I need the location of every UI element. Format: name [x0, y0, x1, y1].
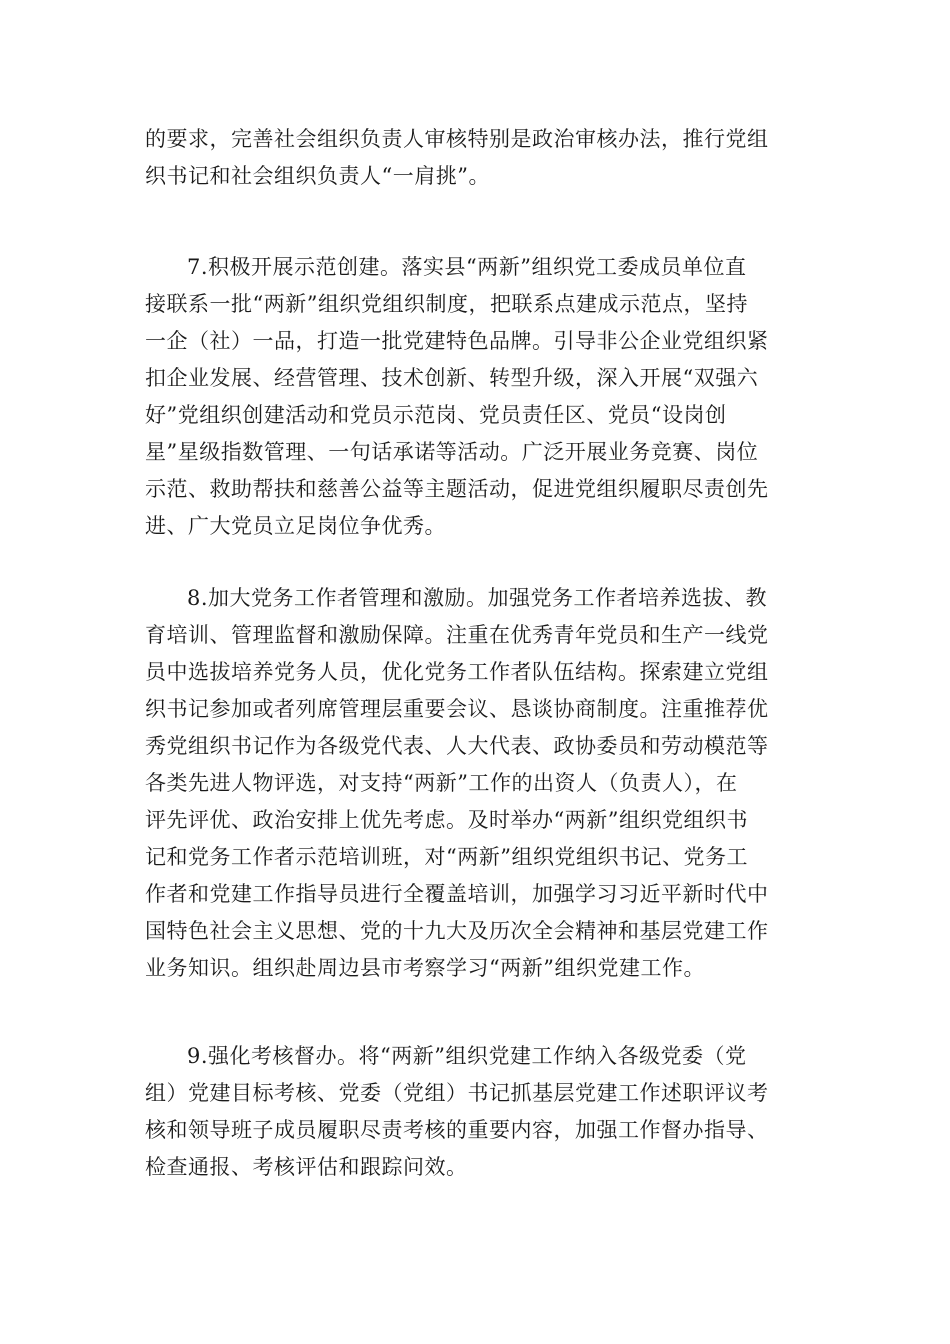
text-line: 织书记参加或者列席管理层重要会议、恳谈协商制度。注重推荐优	[145, 697, 769, 721]
text-line: 检查通报、考核评估和跟踪问效。	[145, 1155, 468, 1179]
text-line: 织书记和社会组织负责人“一肩挑”。	[145, 164, 490, 188]
text-line: 员中选拔培养党务人员，优化党务工作者队伍结构。探索建立党组	[145, 660, 769, 684]
text-line: 接联系一批“两新”组织党组织制度，把联系点建成示范点，坚持	[145, 292, 748, 316]
paragraph-item-7	[145, 249, 805, 545]
paragraph-item-8	[145, 580, 805, 987]
paragraph-item-9	[145, 1038, 805, 1186]
text-line: 进、广大党员立足岗位争优秀。	[145, 514, 446, 538]
text-line: 示范、救助帮扶和慈善公益等主题活动，促进党组织履职尽责创先	[145, 477, 769, 501]
text-line: 组）党建目标考核、党委（党组）书记抓基层党建工作述职评议考	[145, 1081, 769, 1105]
text-line: 育培训、管理监督和激励保障。注重在优秀青年党员和生产一线党	[145, 623, 769, 647]
text-line: 各类先进人物评选，对支持“两新”工作的出资人（负责人），在	[145, 771, 738, 795]
text-line: 好”党组织创建活动和党员示范岗、党员责任区、党员“设岗创	[145, 403, 727, 427]
text-line: 记和党务工作者示范培训班，对“两新”组织党组织书记、党务工	[145, 845, 748, 869]
text-line: 评先评优、政治安排上优先考虑。及时举办“两新”组织党组织书	[145, 808, 748, 832]
text-line: 核和领导班子成员履职尽责考核的重要内容，加强工作督办指导、	[145, 1118, 769, 1142]
text-line: 扣企业发展、经营管理、技术创新、转型升级，深入开展“双强六	[145, 366, 759, 390]
text-line: 作者和党建工作指导员进行全覆盖培训，加强学习习近平新时代中	[145, 882, 769, 906]
text-line: 7.积极开展示范创建。落实县“两新”组织党工委成员单位直	[187, 255, 747, 279]
text-line: 8.加大党务工作者管理和激励。加强党务工作者培养选拔、教	[187, 586, 768, 610]
text-line: 一企（社）一品，打造一批党建特色品牌。引导非公企业党组织紧	[145, 329, 769, 353]
text-line: 星”星级指数管理、一句话承诺等活动。广泛开展业务竞赛、岗位	[145, 440, 759, 464]
text-line: 9.强化考核督办。将“两新”组织党建工作纳入各级党委（党	[187, 1044, 747, 1068]
text-line: 业务知识。组织赴周边县市考察学习“两新”组织党建工作。	[145, 956, 705, 980]
text-line: 秀党组织书记作为各级党代表、人大代表、政协委员和劳动模范等	[145, 734, 769, 758]
text-line: 国特色社会主义思想、党的十九大及历次全会精神和基层党建工作	[145, 919, 769, 943]
paragraph-continuation	[145, 121, 805, 195]
text-line: 的要求，完善社会组织负责人审核特别是政治审核办法，推行党组	[145, 127, 769, 151]
